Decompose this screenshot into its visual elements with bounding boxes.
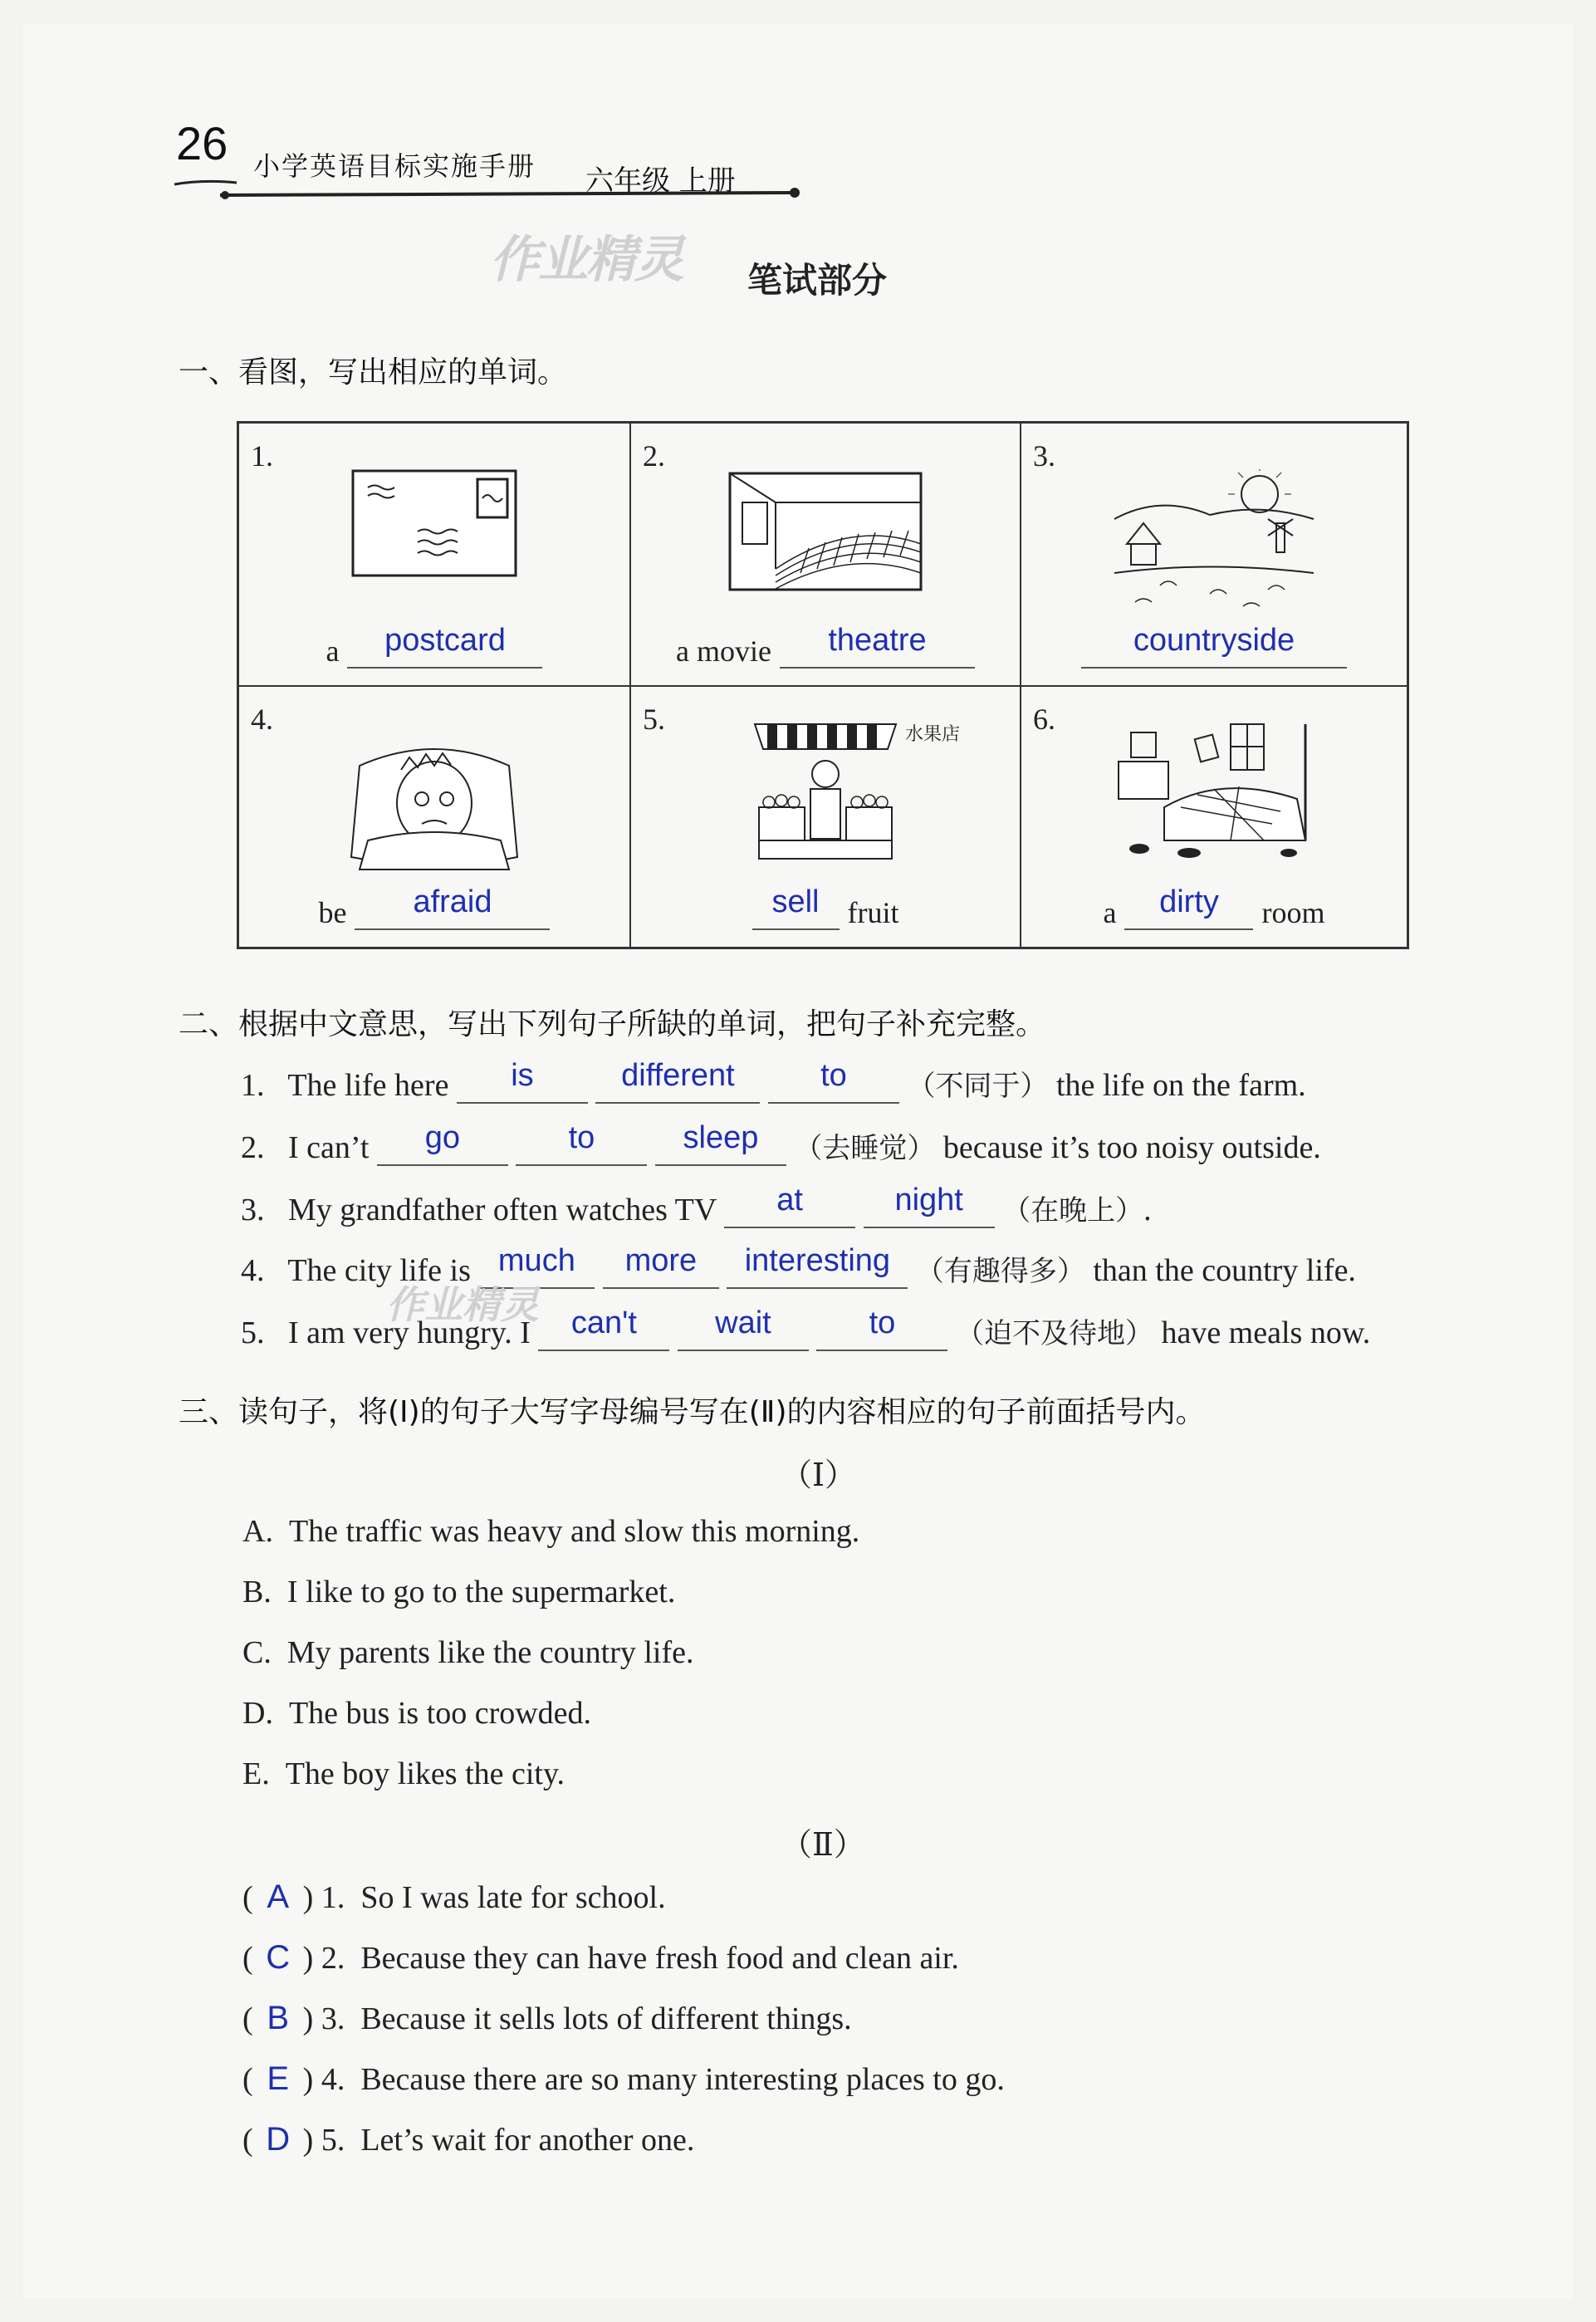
chinese-hint: （在晚上） bbox=[1002, 1194, 1144, 1227]
item-prefix: be bbox=[318, 896, 347, 929]
grid-cell-3 bbox=[1021, 424, 1407, 685]
item-number: 4. bbox=[251, 703, 273, 736]
item-number: 3. bbox=[1033, 439, 1055, 473]
movie-theatre-icon bbox=[726, 469, 925, 594]
sentence-5: 5. I am very hungry. I can't wait to （迫不及待地） have meals now. bbox=[241, 1306, 1371, 1350]
answer-blank: wait bbox=[715, 1306, 771, 1340]
grade-label: 六年级 上册 bbox=[585, 164, 736, 198]
answer-theatre: theatre bbox=[828, 623, 927, 658]
page-number: 26 bbox=[176, 117, 228, 169]
section3-heading: 三、读句子，将(Ⅰ)的句子大写字母编号写在(Ⅱ)的内容相应的句子前面括号内。 bbox=[179, 1395, 1206, 1429]
match-answer: E bbox=[267, 2060, 289, 2097]
chinese-hint: （不同于） bbox=[907, 1070, 1049, 1103]
answer-countryside: countryside bbox=[1133, 623, 1295, 658]
match-row-4: ( E ) 4. Because there are so many interesting places to go. bbox=[242, 2060, 1005, 2097]
fruit-stall-icon bbox=[751, 716, 900, 861]
chinese-hint: （去睡觉） bbox=[794, 1132, 936, 1165]
section2-heading: 二、根据中文意思，写出下列句子所缺的单词，把句子补充完整。 bbox=[179, 1007, 1046, 1041]
item-prefix: a bbox=[1103, 896, 1117, 929]
match-answer: A bbox=[267, 1879, 289, 1915]
match-answer: D bbox=[266, 2121, 291, 2158]
dirty-room-icon bbox=[1106, 716, 1322, 861]
match-row-2: ( C ) 2. Because they can have fresh food and clean air. bbox=[242, 1939, 959, 1976]
item-prefix: a movie bbox=[676, 634, 771, 668]
book-title: 小学英语目标实施手册 bbox=[253, 150, 536, 182]
answer-postcard: postcard bbox=[384, 623, 506, 658]
match-row-1: ( A ) 1. So I was late for school. bbox=[242, 1879, 666, 1915]
answer-blank: interesting bbox=[744, 1243, 891, 1278]
grid-cell-1 bbox=[239, 424, 629, 685]
match-row-3: ( B ) 3. Because it sells lots of different things. bbox=[242, 2000, 852, 2036]
sentence-a: A. The traffic was heavy and slow this morning. bbox=[242, 1514, 860, 1549]
answer-blank: can't bbox=[570, 1306, 637, 1340]
sentence-c: C. My parents like the country life. bbox=[242, 1635, 694, 1670]
answer-dirty: dirty bbox=[1159, 884, 1219, 919]
answer-blank: go bbox=[424, 1120, 461, 1155]
answer-blank: more bbox=[624, 1243, 698, 1278]
answer-afraid: afraid bbox=[413, 884, 492, 919]
answer-blank: to bbox=[820, 1058, 847, 1093]
item-suffix: room bbox=[1261, 896, 1325, 929]
part1-label: （Ⅰ） bbox=[781, 1458, 857, 1493]
sentence-4: 4. The city life is much more interesting （有趣得多） than the country life. bbox=[241, 1243, 1356, 1288]
item-number: 5. bbox=[643, 703, 665, 736]
grid-cell-2 bbox=[631, 424, 1020, 685]
answer-blank: to bbox=[568, 1120, 595, 1155]
sentence-1: 1. The life here is different to （不同于） the life on the farm. bbox=[241, 1058, 1306, 1103]
postcard-icon bbox=[351, 469, 517, 577]
afraid-boy-icon bbox=[343, 732, 526, 874]
chinese-hint: （有趣得多） bbox=[915, 1255, 1085, 1288]
watermark: 作业精灵 bbox=[386, 1282, 539, 1327]
sentence-e: E. The boy likes the city. bbox=[242, 1756, 565, 1791]
section1-heading: 一、看图，写出相应的单词。 bbox=[179, 355, 568, 389]
answer-blank: night bbox=[894, 1183, 963, 1217]
header-rule bbox=[170, 166, 801, 208]
answer-blank: much bbox=[497, 1243, 575, 1278]
chinese-hint: （迫不及待地） bbox=[955, 1317, 1153, 1350]
match-answer: C bbox=[266, 1939, 291, 1976]
part2-label: （Ⅱ） bbox=[781, 1828, 865, 1863]
grid-cell-4 bbox=[239, 687, 629, 947]
watermark: 作业精灵 bbox=[490, 231, 683, 289]
item-number: 6. bbox=[1033, 703, 1055, 736]
answer-sell: sell bbox=[771, 884, 820, 919]
match-answer: B bbox=[267, 2000, 289, 2036]
sentence-b: B. I like to go to the supermarket. bbox=[242, 1575, 676, 1609]
answer-blank: sleep bbox=[683, 1120, 759, 1155]
grid-cell-6 bbox=[1021, 687, 1407, 947]
countryside-icon bbox=[1110, 469, 1318, 610]
match-row-5: ( D ) 5. Let’s wait for another one. bbox=[242, 2121, 695, 2158]
sentence-2: 2. I can’t go to sleep （去睡觉） because it’s too noisy outside. bbox=[241, 1120, 1321, 1165]
sentence-d: D. The bus is too crowded. bbox=[242, 1696, 592, 1731]
item-suffix: fruit bbox=[847, 896, 899, 929]
sentence-3: 3. My grandfather often watches TV at night （在晚上）. bbox=[241, 1183, 1152, 1227]
picture-grid bbox=[237, 421, 1409, 949]
item-number: 1. bbox=[251, 439, 273, 473]
answer-blank: is bbox=[511, 1058, 534, 1093]
item-prefix: a bbox=[326, 634, 340, 668]
answer-blank: to bbox=[869, 1306, 896, 1340]
answer-blank: at bbox=[776, 1183, 803, 1217]
answer-blank: different bbox=[621, 1058, 735, 1093]
fruit-shop-sign: 水果店 bbox=[905, 724, 961, 745]
page-title: 笔试部分 bbox=[747, 260, 888, 301]
grid-cell-5 bbox=[631, 687, 1020, 947]
item-number: 2. bbox=[643, 439, 665, 473]
